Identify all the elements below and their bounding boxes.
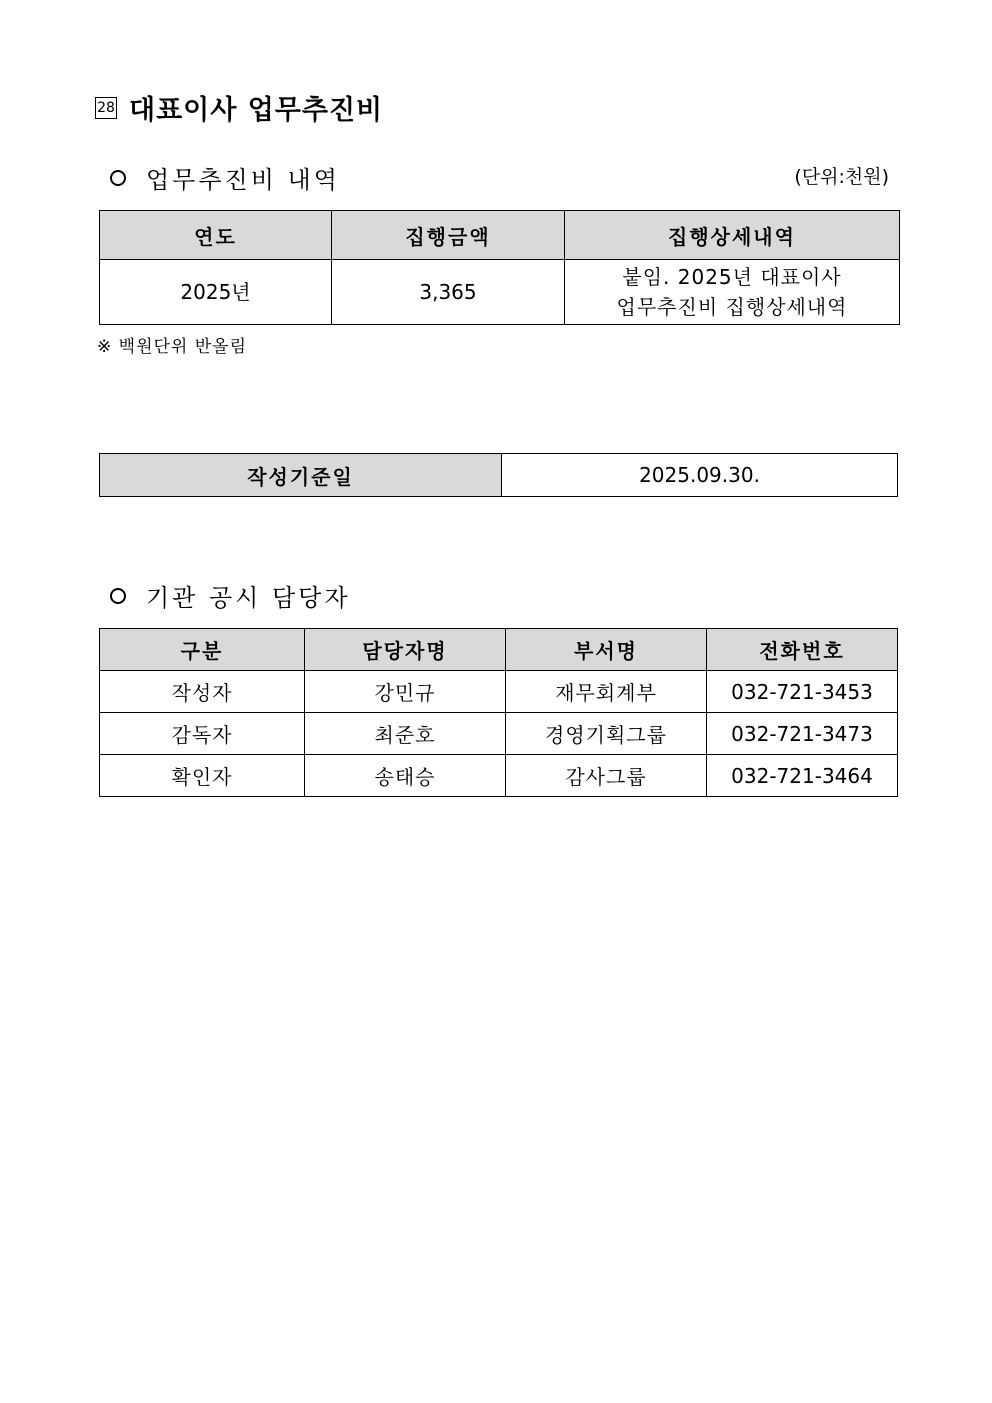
detail-line-1: 붙임. 2025년 대표이사: [622, 265, 842, 289]
header-department: 부서명: [506, 629, 707, 671]
header-role: 구분: [100, 629, 305, 671]
base-date-table: [99, 453, 898, 497]
table-row: [100, 713, 898, 755]
section-number-badge: 28: [95, 97, 117, 119]
cell-name: 강민규: [305, 671, 506, 713]
cell-name: 최준호: [305, 713, 506, 755]
section-heading-expenses: [110, 160, 340, 195]
cell-department: 감사그룹: [506, 755, 707, 797]
section-heading-text: 기관 공시 담당자: [146, 584, 351, 612]
section-heading-contacts: [110, 578, 351, 613]
table-row: [100, 454, 898, 497]
cell-department: 재무회계부: [506, 671, 707, 713]
section-heading-text: 업무추진비 내역: [146, 166, 340, 194]
header-phone: 전화번호: [707, 629, 898, 671]
detail-line-2: 업무추진비 집행상세내역: [616, 295, 848, 319]
cell-phone: 032-721-3453: [707, 671, 898, 713]
cell-role: 확인자: [100, 755, 305, 797]
cell-role: 감독자: [100, 713, 305, 755]
cell-amount: 3,365: [332, 260, 565, 325]
table-header-row: [100, 211, 900, 260]
rounding-note: ※ 백원단위 반올림: [97, 337, 248, 357]
header-detail: 집행상세내역: [565, 211, 900, 260]
page-title-text: 대표이사 업무추진비: [129, 95, 384, 126]
circle-bullet-icon: [110, 588, 126, 604]
cell-department: 경영기획그룹: [506, 713, 707, 755]
cell-detail: [565, 260, 900, 325]
cell-phone: 032-721-3464: [707, 755, 898, 797]
base-date-label: 작성기준일: [100, 454, 502, 497]
header-amount: 집행금액: [332, 211, 565, 260]
cell-name: 송태승: [305, 755, 506, 797]
cell-phone: 032-721-3473: [707, 713, 898, 755]
header-name: 담당자명: [305, 629, 506, 671]
unit-label: (단위:천원): [794, 166, 889, 188]
table-row: [100, 755, 898, 797]
header-year: 연도: [100, 211, 332, 260]
cell-year: 2025년: [100, 260, 332, 325]
table-header-row: [100, 629, 898, 671]
table-row: [100, 260, 900, 325]
base-date-value: 2025.09.30.: [502, 454, 898, 497]
expense-table: [99, 210, 900, 325]
table-row: [100, 671, 898, 713]
circle-bullet-icon: [110, 170, 126, 186]
contacts-table: [99, 628, 898, 797]
cell-role: 작성자: [100, 671, 305, 713]
page-title: [95, 88, 383, 127]
